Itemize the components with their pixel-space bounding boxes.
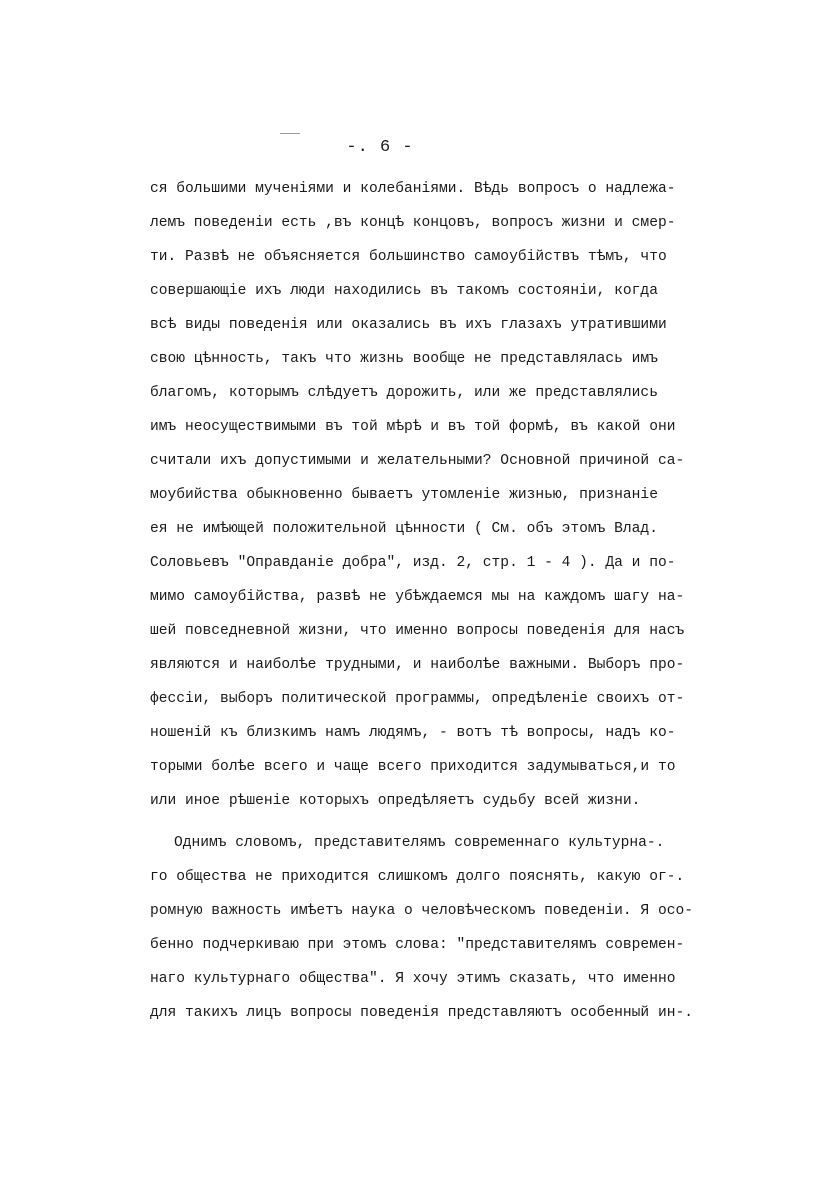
text-line: го общества не приходится слишкомъ долго пояснять, какую ог-.	[150, 869, 685, 885]
text-line: ношеній къ близкимъ намъ людямъ, - вотъ тѣ вопросы, надъ ко-	[150, 725, 676, 741]
text-line: всѣ виды поведенія или оказались въ ихъ глазахъ утратившими	[150, 317, 667, 333]
text-line: или иное рѣшеніе которыхъ опредѣляетъ судьбу всей жизни.	[150, 793, 641, 809]
text-line: Однимъ словомъ, представителямъ современнаго культурна-.	[174, 835, 665, 851]
text-line: шей повседневной жизни, что именно вопросы поведенія для насъ	[150, 623, 685, 639]
page-margin-mark	[280, 133, 300, 134]
text-line: бенно подчеркиваю при этомъ слова: "представителямъ современ-	[150, 937, 685, 953]
text-line: для такихъ лицъ вопросы поведенія представляютъ особенный ин-.	[150, 1005, 693, 1021]
text-line: моубийства обыкновенно бываетъ утомленіе жизнью, признаніе	[150, 487, 658, 503]
text-line: лемъ поведеніи есть ,въ концѣ концовъ, вопросъ жизни и смер-	[150, 215, 676, 231]
text-line: торыми болѣе всего и чаще всего приходится задумываться,и то	[150, 759, 676, 775]
text-line: считали ихъ допустимыми и желательными? Основной причиной са-	[150, 453, 685, 469]
text-line: ея не имѣющей положительной цѣнности ( См. объ этомъ Влад.	[150, 521, 658, 537]
page-number: -. 6 -	[346, 138, 414, 157]
text-line: фессіи, выборъ политической программы, опредѣленіе своихъ от-	[150, 691, 685, 707]
text-line: свою цѣнность, такъ что жизнь вообще не представлялась имъ	[150, 351, 658, 367]
paragraph-1	[150, 172, 685, 818]
text-line: Соловьевъ "Оправданіе добра", изд. 2, стр. 1 - 4 ). Да и по-	[150, 555, 676, 571]
paragraph-2	[150, 826, 693, 1030]
text-line: ти. Развѣ не объясняется большинство самоубійствъ тѣмъ, что	[150, 249, 667, 265]
text-line: благомъ, которымъ слѣдуетъ дорожить, или же представлялись	[150, 385, 658, 401]
text-line: совершающіе ихъ люди находились въ такомъ состояніи, когда	[150, 283, 658, 299]
text-line: имъ неосуществимыми въ той мѣрѣ и въ той формѣ, въ какой они	[150, 419, 676, 435]
text-line: наго культурнаго общества". Я хочу этимъ сказать, что именно	[150, 971, 676, 987]
text-line: мимо самоубійства, развѣ не убѣждаемся мы на каждомъ шагу на-	[150, 589, 685, 605]
text-line: являются и наиболѣе трудными, и наиболѣе важными. Выборъ про-	[150, 657, 685, 673]
text-line: ромную важность имѣетъ наука о человѣческомъ поведеніи. Я осо-	[150, 903, 693, 919]
text-line: ся большими мученіями и колебаніями. Вѣдь вопросъ о надлежа-	[150, 181, 676, 197]
text-body	[150, 172, 693, 1030]
paragraph-gap	[150, 818, 680, 826]
